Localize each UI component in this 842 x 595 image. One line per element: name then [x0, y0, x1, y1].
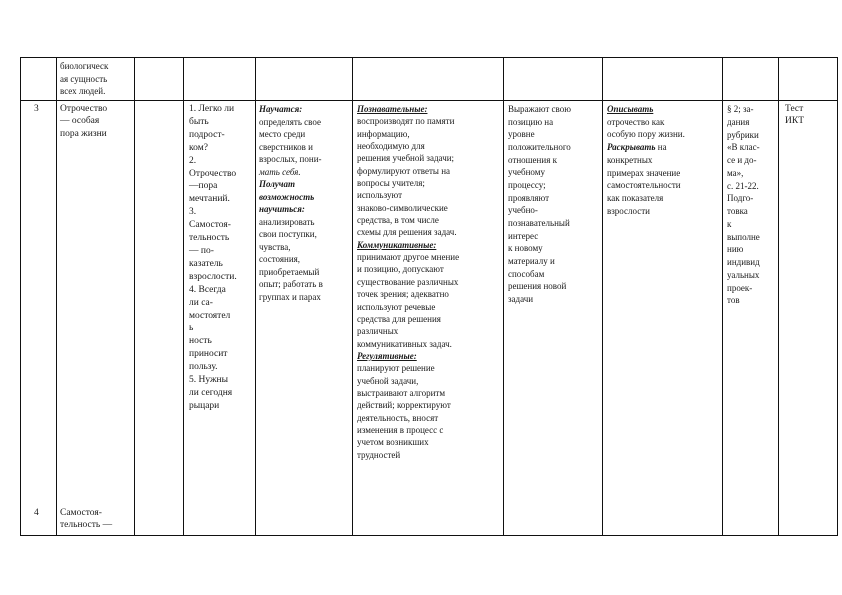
- row4-topic: Самостоя- тельность —: [60, 508, 113, 531]
- col-border: [837, 57, 838, 536]
- row3-homework: § 2; за- дания рубрики «В клас- се и до- ма», с. 21-22. Подго- товка к выполне нию индивид уальных проек- тов: [727, 104, 760, 306]
- row3-personal-results: Выражают свою позицию на уровне положительного отношения к учебному процессу; проявляют учебно- познавательный интерес к новому материалу и способам решения новой задачи: [508, 104, 571, 304]
- col-border: [352, 57, 353, 536]
- row3-activities: Описывать отрочество как особую пору жизни. Раскрывать на конкретных примерах значение самостоятельности как показателя взрослости: [607, 104, 685, 216]
- regulatory-label: Регулятивные:: [357, 350, 417, 361]
- row3-questions: 1. Легко ли быть подрост- ком? 2. Отрочество —пора мечтаний. 3. Самостоя- тельность — по- казатель взрослости. 4. Всегда ли са- мостоятел ь ность приносит пользу. 5. Нужны ли сегодня рыцари: [189, 104, 237, 411]
- col-border: [20, 57, 21, 536]
- table-top-border: [20, 57, 837, 58]
- table-bottom-border: [20, 535, 837, 536]
- row4-number: 4: [34, 508, 39, 518]
- col-border: [183, 57, 184, 536]
- row3-subject-results: Научатся: определять свое место среди сверстников и взрослых, пони- мать себя. Получат возможность научиться: анализировать свои поступки, чувства, состояния, приобретаемый опыт; работать в группах и парах: [259, 104, 323, 302]
- col-border: [602, 57, 603, 536]
- row3-uud: Познавательные: воспроизводят по памяти информацию, необходимую для решения учебной задачи; формулируют ответы на вопросы учителя; используют знаково-символические средства, в том числе схемы для решения задач. Коммуникативные: принимают другое мнение и позицию, допускают существование различных точек зрения; адекватно используют речевые средства для решения различных коммуникативных задач. Регулятивные: планируют решение учебной задачи, выстраивают алгоритм действий; корректируют деятельность, вносят изменения в процесс с учетом возникших трудностей: [357, 104, 460, 460]
- col-border: [56, 57, 57, 536]
- learn-label: Научатся:: [259, 104, 303, 114]
- cognitive-label: Познавательные:: [357, 104, 428, 114]
- describe-label: Описывать: [607, 104, 654, 114]
- col-border: [778, 57, 779, 536]
- row-divider: [20, 100, 837, 101]
- reveal-label: Раскрывать: [607, 142, 656, 153]
- prev-topic-tail: биологическ ая сущность всех людей.: [60, 61, 109, 97]
- chance-label: Получат: [259, 179, 295, 189]
- row3-number: 3: [34, 104, 39, 114]
- col-border: [134, 57, 135, 536]
- row3-control: Тест ИКТ: [785, 104, 804, 127]
- col-border: [503, 57, 504, 536]
- col-border: [722, 57, 723, 536]
- communicative-label: Коммуникативные:: [357, 239, 437, 250]
- col-border: [255, 57, 256, 536]
- row3-topic: Отрочество — особая пора жизни: [60, 104, 108, 139]
